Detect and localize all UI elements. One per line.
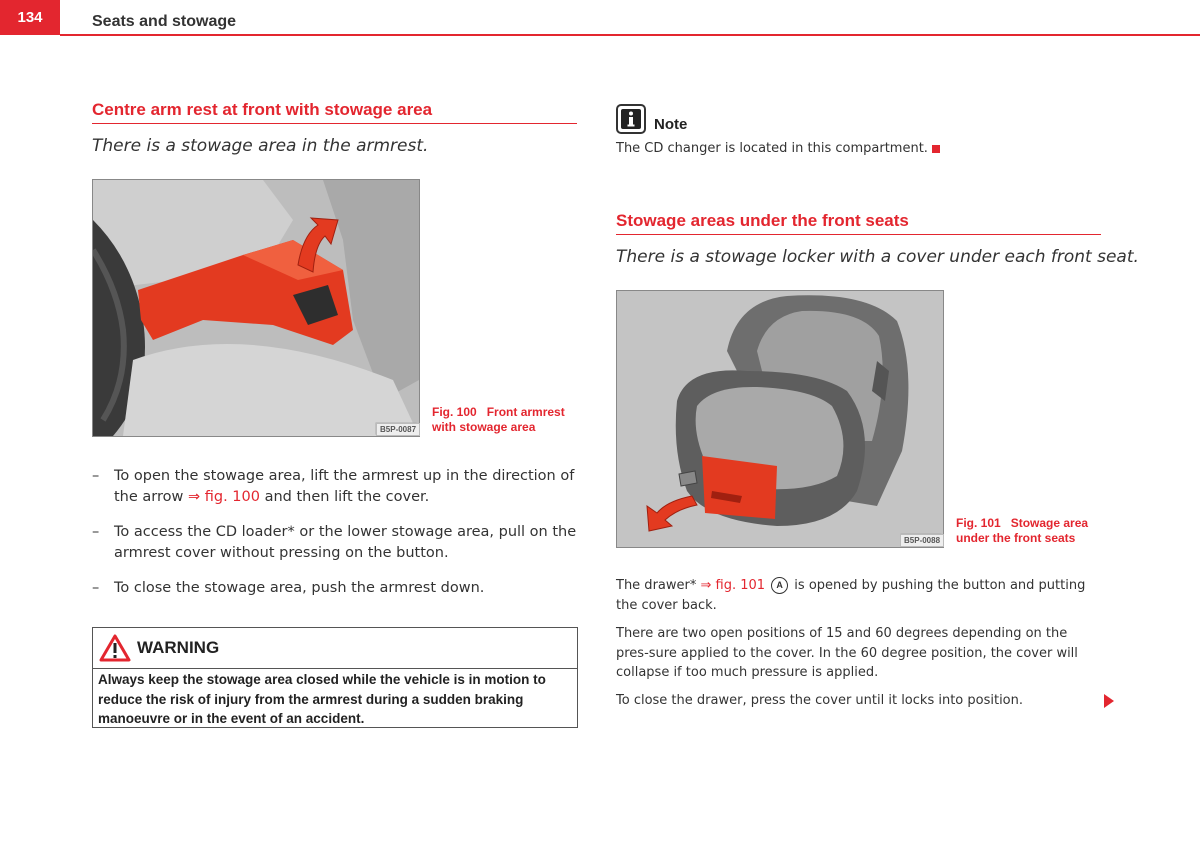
figure-caption [432, 405, 565, 435]
warning-box [92, 627, 578, 728]
page-number: 134 [0, 0, 60, 35]
figure-code: B5P-0087 [376, 423, 420, 436]
figure-number: Fig. 101 [956, 516, 1001, 530]
bullet-dash: – [92, 580, 100, 596]
bullet-dash: – [92, 468, 100, 484]
bullet-text: and then lift the cover. [259, 489, 430, 505]
note-title: Note [654, 116, 688, 133]
list-item [92, 578, 604, 599]
list-item [92, 466, 604, 508]
section-heading-armrest: Centre arm rest at front with stowage area [92, 100, 577, 124]
header-rule [60, 34, 1200, 36]
bullet-text: To close the stowage area, push the armrest down. [114, 580, 485, 596]
warning-header [93, 628, 577, 669]
figure-code: B5P-0088 [900, 534, 944, 547]
subheading-front-seats: There is a stowage locker with a cover under each front seat. [616, 247, 1139, 267]
callout-label-a: A [771, 577, 788, 594]
figure-armrest-image [92, 179, 420, 437]
warning-body: Always keep the stowage area closed while the vehicle is in motion to reduce the risk of injury from the armrest during a sudden braking manoeuvre or in the event of an accident. [98, 672, 546, 726]
paragraph-text: is opened by pushing the button and putting the cover back. [616, 578, 1086, 613]
end-marker-icon [932, 145, 940, 153]
section-heading-front-seats: Stowage areas under the front seats [616, 211, 1101, 235]
figure-caption-line: Stowage area [1010, 516, 1089, 530]
list-item [92, 522, 604, 564]
info-icon [616, 104, 646, 138]
note-body [616, 139, 940, 159]
figure-reference-link[interactable]: ⇒ fig. 100 [187, 489, 260, 505]
figure-caption-line: under the front seats [956, 531, 1076, 545]
paragraph-text: The drawer* [616, 578, 701, 593]
paragraph-positions: There are two open positions of 15 and 60 degrees depending on the pres-sure applied to the cover. In the 60 degree position, the cover will collapse if too much pressure is applied. [616, 626, 1078, 680]
figure-caption [956, 516, 1088, 546]
subheading-armrest: There is a stowage area in the armrest. [92, 136, 429, 156]
figure-caption-line: with stowage area [432, 420, 536, 434]
warning-title: WARNING [137, 638, 220, 657]
bullet-text: armrest cover without pressing on the button. [114, 545, 449, 561]
figure-reference-link[interactable]: ⇒ fig. 101 [700, 578, 766, 593]
seat-illustration [617, 291, 943, 547]
bullet-text: To open the stowage area, lift the armrest up in the direction of [114, 468, 575, 484]
figure-number: Fig. 100 [432, 405, 477, 419]
next-page-arrow-icon [1103, 693, 1115, 713]
note-text: The CD changer is located in this compartment. [616, 141, 928, 156]
bullet-text: the arrow [114, 489, 188, 505]
paragraph-drawer [616, 576, 1102, 615]
figure-seat-image [616, 290, 944, 548]
warning-triangle-icon [99, 634, 131, 662]
page-header-title: Seats and stowage [92, 13, 237, 30]
bullet-dash: – [92, 524, 100, 540]
armrest-illustration [93, 180, 419, 436]
figure-caption-line: Front armrest [486, 405, 565, 419]
paragraph-close-drawer: To close the drawer, press the cover until it locks into position. [616, 693, 1024, 708]
bullet-text: To access the CD loader* or the lower stowage area, pull on the [114, 524, 577, 540]
